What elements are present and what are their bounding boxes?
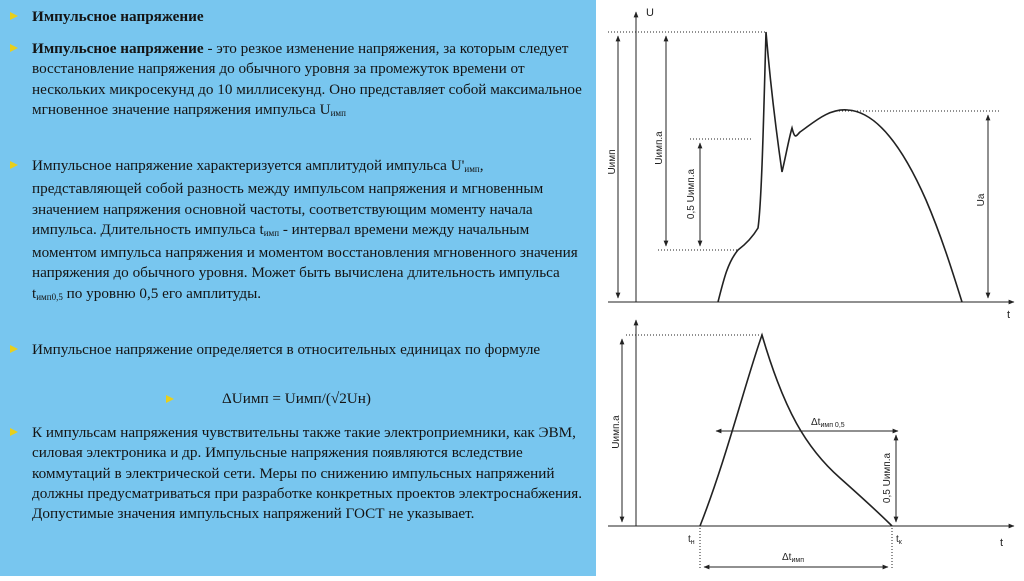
tk-label: $t_к$ [896, 534, 902, 546]
bullet-icon [166, 395, 174, 403]
subscript: имп0,5 [36, 291, 63, 302]
text-part: - интервал времени между начальным моментом импульса напряжения и моментом восстановления мгновенного значения напряжения до обычного уровня. Может быть вычислена длительность импульса t [32, 220, 578, 302]
top-y-axis-label: U [646, 7, 654, 19]
formula-intro-paragraph: Импульсное напряжение определяется в относительных единицах по формуле [32, 341, 541, 358]
formula: ΔUимп = Uимп/(√2Uн) [222, 390, 371, 407]
bullet-icon [10, 345, 18, 353]
bullet-icon [10, 44, 18, 52]
sensitivity-paragraph: К импульсам напряжения чувствительны также такие электроприемники, как ЭВМ, силовая электроника и др. Импульсные напряжения появляются вследствие коммутаций в электрической сети. Меры по снижению импульсных напряжений должны предусматриваться при разработке конкретных проектов электроснабжения. Допустимые значения импульсных напряжений ГОСТ не указывает. [32, 424, 583, 523]
impulse-diagrams [596, 0, 1024, 576]
bottom-half-label: 0,5 Uимп.а [882, 452, 893, 504]
bullet-icon [10, 161, 18, 169]
definition-text: - это резкое изменение напряжения, за которым следует восстановление напряжения до обычного уровня за промежуток времени от нескольких микросекунд до 10 миллисекунд. Оно представляет собой максимальное мгновенное значение напряжения импульса U [32, 40, 582, 118]
bottom-uimpa-label: Uимп.а [611, 415, 622, 449]
tn-label: $t_н$ [688, 534, 695, 546]
uimpa-label: Uимп.а [654, 131, 665, 165]
text-part: , представляющей собой разность между импульсом напряжения и мгновенным значением напряжения основной частоты, соответствующим моменту начала импульса. Длительность импульса t [32, 157, 544, 238]
bottom-reference-lines [626, 335, 892, 570]
bottom-x-axis-label: t [1000, 537, 1004, 549]
definition-paragraph [32, 39, 588, 123]
diagram-panel [596, 0, 1024, 576]
subscript: имп [330, 107, 346, 118]
dt-label: $\Delta t_{имп}$ [782, 552, 804, 564]
slide-title: Импульсное напряжение [32, 8, 204, 25]
characteristics-paragraph [32, 156, 588, 307]
top-reference-lines [608, 32, 1000, 250]
subscript: имп [263, 227, 280, 238]
bullet-icon [10, 428, 18, 436]
text-part: по уровню 0,5 его амплитуды. [62, 284, 262, 302]
top-x-axis-label: t [1007, 309, 1011, 321]
top-waveform [718, 32, 962, 302]
dt05-label: $\Delta t_{имп 0,5}$ [811, 417, 845, 429]
bullet-icon [10, 12, 18, 20]
uimp-label: Uимп [607, 149, 618, 175]
half-label: 0,5 Uимп.а [686, 168, 697, 220]
ua-label: Uа [976, 193, 987, 207]
subscript: имп [464, 164, 480, 174]
term-bold: Импульсное напряжение [32, 40, 204, 57]
text-part: Импульсное напряжение характеризуется амплитудой импульса U' [32, 157, 465, 174]
